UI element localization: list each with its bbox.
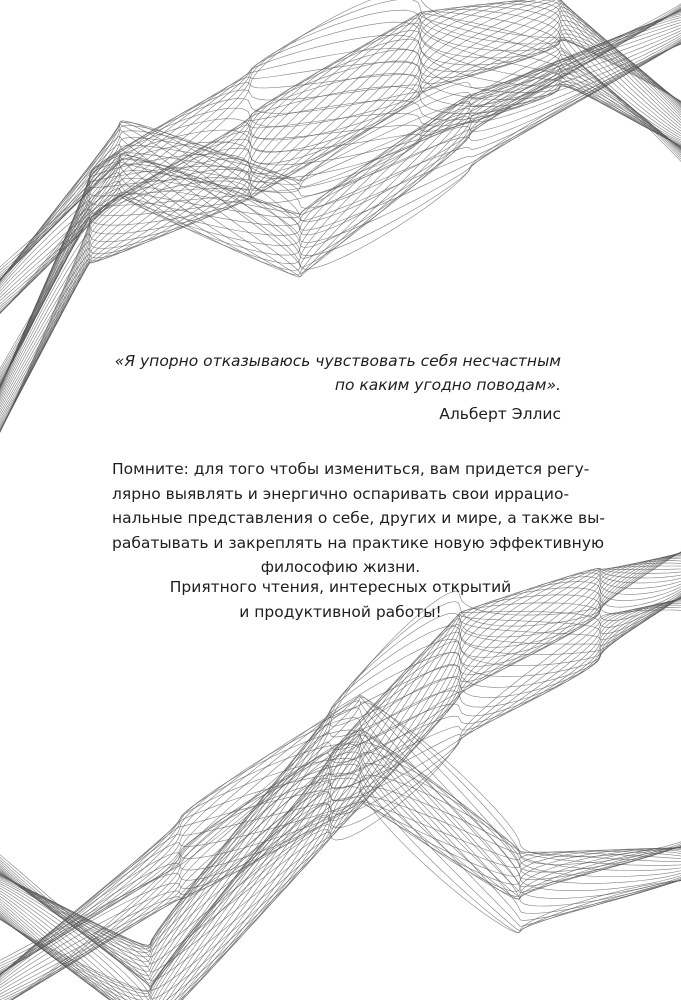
- wave-line: [0, 764, 681, 1000]
- closing-line-2: и продуктивной работы!: [239, 602, 442, 621]
- wave-line: [0, 34, 681, 314]
- wave-line: [0, 590, 681, 1000]
- wave-line: [0, 598, 681, 1000]
- wave-line: [0, 787, 681, 984]
- wave-line: [0, 36, 681, 317]
- wave-line: [0, 796, 681, 990]
- closing-line-1: Приятного чтения, интересных открытий: [169, 578, 512, 596]
- advice-line-4: рабатывать и закреплять на практике новую эффективную: [112, 533, 605, 552]
- wave-line: [0, 15, 681, 296]
- wave-line: [0, 802, 681, 987]
- wave-line: [0, 597, 681, 1000]
- advice-line-2: лярно выявлять и энергично оспаривать свои иррацио-: [112, 484, 570, 503]
- quote-author: Альберт Эллис: [439, 405, 561, 423]
- closing-wish: [112, 575, 569, 624]
- advice-line-5: философию жизни.: [260, 558, 421, 576]
- wave-line: [0, 580, 681, 999]
- wave-line: [0, 588, 681, 1000]
- advice-line-3: нальные представления о себе, других и мире, а также вы-: [112, 509, 605, 527]
- quote-line-2: по каким угодно поводам».: [334, 376, 561, 394]
- wave-line: [0, 728, 681, 1000]
- wave-line: [0, 568, 681, 951]
- advice-line-1: Помните: для того чтобы измениться, вам придется регу-: [112, 460, 590, 478]
- wave-line: [0, 577, 681, 982]
- wave-line: [0, 30, 681, 310]
- wave-line: [0, 742, 681, 1000]
- wave-line: [0, 0, 681, 386]
- wave-line: [0, 801, 681, 988]
- epigraph-quote: [81, 349, 561, 397]
- wave-line: [0, 708, 681, 975]
- advice-paragraph: [112, 457, 605, 580]
- wave-line: [0, 591, 681, 1000]
- wave-line: [0, 585, 681, 1000]
- quote-line-1: «Я упорно отказываюсь чувствовать себя несчастным: [114, 352, 561, 370]
- wave-line: [0, 596, 681, 1000]
- wave-line: [0, 773, 681, 982]
- wave-line: [0, 573, 681, 972]
- wave-line: [0, 718, 681, 977]
